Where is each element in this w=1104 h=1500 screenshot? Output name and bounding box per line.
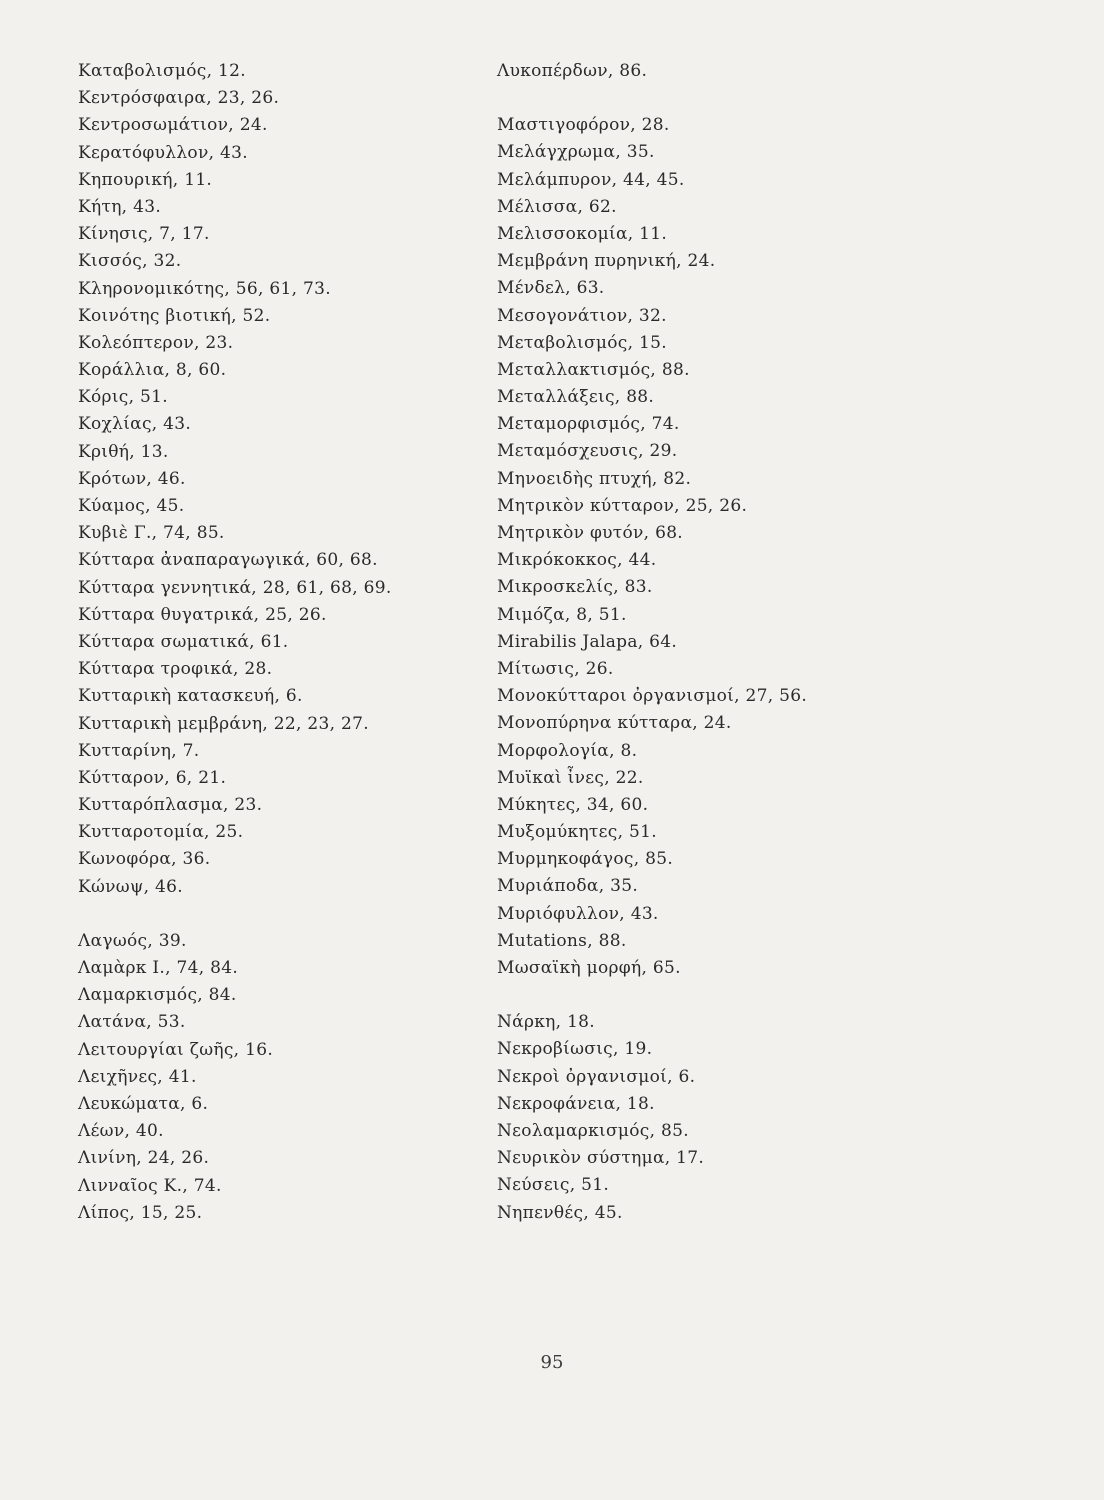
index-entry: Κίνησις, 7, 17. <box>78 224 210 245</box>
index-entry: Κυβιὲ Γ., 74, 85. <box>78 523 225 544</box>
letter-group-spacer <box>78 901 478 928</box>
index-entry: Κεντρόσφαιρα, 23, 26. <box>78 88 280 109</box>
index-entry: Μωσαϊκὴ μορφή, 65. <box>497 958 681 978</box>
index-entry: Κωνοφόρα, 36. <box>78 849 211 870</box>
index-entry: Μεμβράνη πυρηνική, 24. <box>497 251 716 272</box>
index-entry: Κοράλλια, 8, 60. <box>78 360 227 381</box>
index-entry: Λευκώματα, 6. <box>78 1093 209 1114</box>
index-entry: Μορφολογία, 8. <box>497 740 638 761</box>
index-entry: Μελισσοκομία, 11. <box>497 223 668 244</box>
index-entry: Μύκητες, 34, 60. <box>497 794 649 815</box>
index-entry: Μονοκύτταροι ὀργανισμοί, 27, 56. <box>497 686 808 707</box>
index-entry: Κόρις, 51. <box>78 387 168 408</box>
index-entry: Μικρόκοκκος, 44. <box>497 550 657 571</box>
index-entry: Μηνοειδὴς πτυχή, 82. <box>497 468 692 489</box>
index-entry: Κρότων, 46. <box>78 468 186 489</box>
index-entry: Νεκροφάνεια, 18. <box>497 1093 655 1114</box>
index-entry: Νεολαμαρκισμός, 85. <box>497 1120 689 1141</box>
index-entry: Μυξομύκητες, 51. <box>497 822 657 843</box>
index-entry: Κύτταρα τροφικά, 28. <box>78 659 273 680</box>
index-entry: Μυριόφυλλον, 43. <box>497 903 659 924</box>
index-entry: Κύτταρα θυγατρικά, 25, 26. <box>78 604 327 625</box>
index-entry: Λαμαρκισμός, 84. <box>78 985 237 1006</box>
index-entry: Κηπουρική, 11. <box>78 169 213 190</box>
index-entry: Νεκροβίωσις, 19. <box>497 1039 653 1060</box>
index-entry: Κυτταροτομία, 25. <box>78 822 244 843</box>
index-entry: Νάρκη, 18. <box>497 1012 596 1033</box>
index-entry: Μαστιγοφόρον, 28. <box>497 115 670 136</box>
index-entry: Μελάμπυρον, 44, 45. <box>497 169 685 190</box>
index-entry: Μεταλλάξεις, 88. <box>497 387 655 408</box>
index-entry: Μιμόζα, 8, 51. <box>497 604 627 625</box>
index-entry: Μεταλλακτισμός, 88. <box>497 359 690 380</box>
index-entry: Μυρμηκοφάγος, 85. <box>497 849 674 870</box>
index-entry: Μεταβολισμός, 15. <box>497 332 667 353</box>
index-entry: Λατάνα, 53. <box>78 1012 186 1033</box>
index-entry: Λυκοπέρδων, 86. <box>497 61 648 81</box>
index-entry: Κληρονομικότης, 56, 61, 73. <box>78 278 331 299</box>
index-entry: Νεύσεις, 51. <box>497 1175 610 1196</box>
index-entry: Μεσογονάτιον, 32. <box>497 305 667 326</box>
index-entry: Νηπενθές, 45. <box>497 1202 623 1223</box>
index-entry: Μελάγχρωμα, 35. <box>497 142 655 163</box>
index-entry: Κύτταρον, 6, 21. <box>78 767 227 788</box>
index-entry: Κισσός, 32. <box>78 251 182 272</box>
index-entry: Κύαμος, 45. <box>78 496 185 516</box>
index-entry: Κύτταρα σωματικά, 61. <box>78 631 289 652</box>
index-entry: Μίτωσις, 26. <box>497 658 614 679</box>
index-entry: Λίπος, 15, 25. <box>78 1202 203 1223</box>
index-entry: Λέων, 40. <box>78 1121 164 1142</box>
index-entry: Νεκροὶ ὀργανισμοί, 6. <box>497 1066 696 1087</box>
index-column-left <box>78 58 478 1227</box>
index-entry: Μονοπύρηνα κύτταρα, 24. <box>497 713 732 734</box>
index-entry: Καταβολισμός, 12. <box>78 61 246 81</box>
index-entry: Κοινότης βιοτική, 52. <box>78 305 271 326</box>
index-entry: Λινναῖος Κ., 74. <box>78 1175 222 1196</box>
index-entry: Mirabilis Jalapa, 64. <box>497 631 678 652</box>
index-entry: Λαγωός, 39. <box>78 930 187 951</box>
index-entry: Κυτταρόπλασμα, 23. <box>78 795 263 816</box>
index-entry: Κήτη, 43. <box>78 196 162 217</box>
index-entry: Μυριάποδα, 35. <box>497 876 639 897</box>
index-entry: Κύτταρα γεννητικά, 28, 61, 68, 69. <box>78 577 392 598</box>
index-entry: Μητρικὸν φυτόν, 68. <box>497 523 684 543</box>
index-entry: Κυτταρίνη, 7. <box>78 740 200 761</box>
index-entry: Μικροσκελίς, 83. <box>497 577 653 598</box>
index-entry: Κερατόφυλλον, 43. <box>78 142 248 163</box>
index-entry: Μεταμορφισμός, 74. <box>497 414 680 435</box>
index-entry: Λειτουργίαι ζωῆς, 16. <box>78 1039 274 1060</box>
page-number: 95 <box>540 1352 564 1373</box>
letter-group-spacer <box>497 85 937 112</box>
index-entry: Κριθή, 13. <box>78 441 169 462</box>
letter-group-spacer <box>497 982 937 1009</box>
index-entry: Μυϊκαὶ ἶνες, 22. <box>497 767 644 788</box>
index-entry: Λειχῆνες, 41. <box>78 1066 197 1087</box>
index-entry: Μένδελ, 63. <box>497 278 605 299</box>
index-entry: Κοχλίας, 43. <box>78 414 192 435</box>
index-entry: Κεντροσωμάτιον, 24. <box>78 115 268 136</box>
index-entry: Νευρικὸν σύστημα, 17. <box>497 1148 705 1169</box>
index-entry: Κολεόπτερον, 23. <box>78 332 234 353</box>
index-column-right <box>497 58 937 1227</box>
index-entry: Λινίνη, 24, 26. <box>78 1148 210 1169</box>
index-entry: Μέλισσα, 62. <box>497 196 617 217</box>
index-entry: Κυτταρικὴ μεμβράνη, 22, 23, 27. <box>78 713 369 734</box>
index-entry: Κυτταρικὴ κατασκευή, 6. <box>78 686 303 707</box>
index-entry: Μεταμόσχευσις, 29. <box>497 441 678 462</box>
index-entry: Κύτταρα ἀναπαραγωγικά, 60, 68. <box>78 550 378 571</box>
index-entry: Λαμὰρκ Ι., 74, 84. <box>78 958 239 978</box>
index-entry: Κώνωψ, 46. <box>78 876 183 897</box>
index-entry: Μητρικὸν κύτταρον, 25, 26. <box>497 495 748 516</box>
index-entry: Mutations, 88. <box>497 930 627 951</box>
